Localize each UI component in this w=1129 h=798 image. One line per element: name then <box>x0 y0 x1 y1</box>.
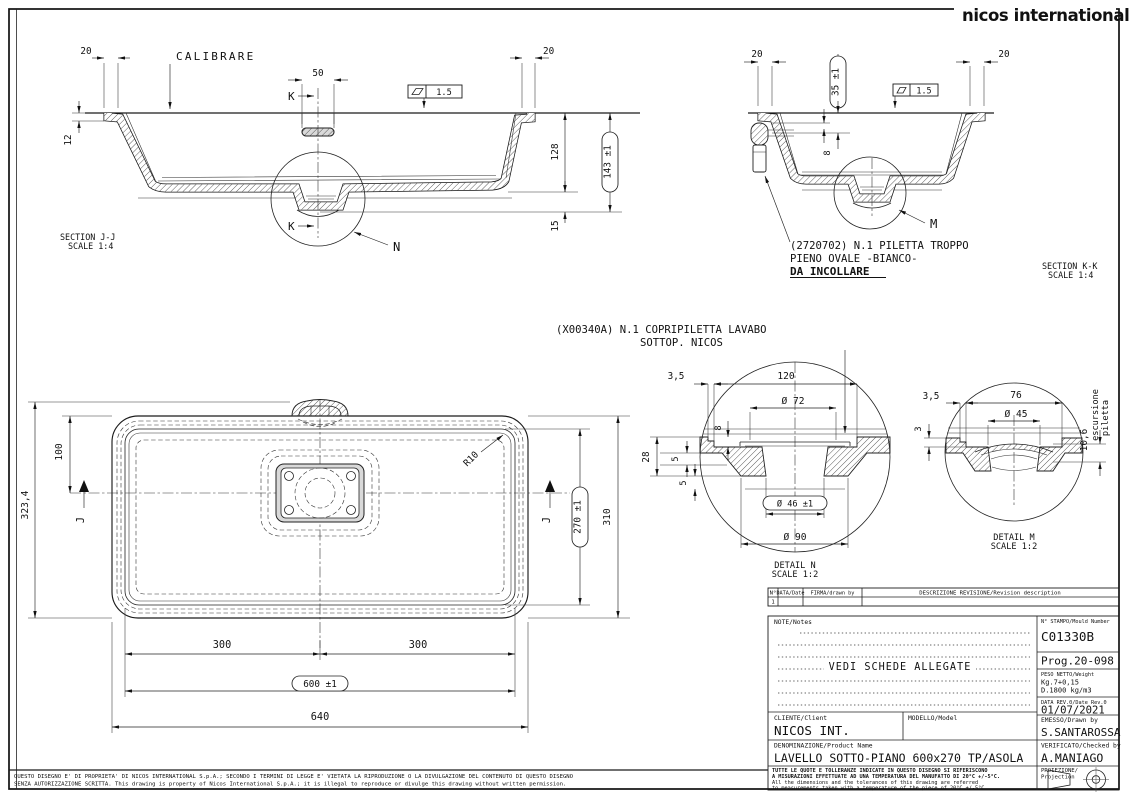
kk-title: SECTION K-K <box>1042 261 1098 271</box>
daterev-value: 01/07/2021 <box>1041 704 1105 717</box>
jj-dim-20-right: 20 <box>543 46 555 57</box>
jj-k-top: K <box>288 90 295 103</box>
overflow-bump <box>292 400 348 417</box>
title-block <box>768 616 1121 792</box>
weight-value1: Kg.7+0,15 <box>1041 678 1079 687</box>
projection-label2: Projection <box>1041 774 1075 781</box>
checked-value: A.MANIAGO <box>1041 751 1104 765</box>
jj-dim-15: 15 <box>550 220 561 232</box>
notes-label: NOTE/Notes <box>774 619 812 626</box>
flatness-icon <box>412 89 423 95</box>
mould-value: C01330B <box>1041 629 1095 644</box>
flatness-icon <box>897 88 906 94</box>
client-label: CLIENTE/Client <box>774 715 828 722</box>
plan-j-left: J <box>76 516 87 524</box>
jj-dimensions <box>63 46 622 254</box>
tolerance-it2: A MISURAZIONI EFFETTUATE AD UNA TEMPERATURA DEL MANUFATTO DI 20°C +/-5°C. <box>772 774 1000 780</box>
rev-col-firma: FIRMA/drawn by <box>810 590 855 597</box>
drawnby-value: S.SANTAROSSA <box>1041 726 1121 739</box>
n-dim-5a: 5 <box>671 456 681 462</box>
jj-title: SECTION J-J <box>60 232 116 242</box>
drain-boss-left <box>700 437 766 476</box>
plan-j-right: J <box>542 516 553 524</box>
jj-dim-143: 143 ±1 <box>602 145 614 179</box>
m-dim-d45: Ø 45 <box>1004 409 1028 420</box>
plan-dim-600: 600 ±1 <box>303 679 337 690</box>
daterev-label: DATA REV.0/Date Rev.0 <box>1041 700 1107 706</box>
rev-col-n: N° <box>769 590 777 597</box>
weight-label: PESO NETTO/Weight <box>1041 672 1095 678</box>
detail-m-dimensions <box>914 389 1111 476</box>
n-dim-d46: Ø 46 ±1 <box>776 499 814 510</box>
product-name-value: LAVELLO SOTTO-PIANO 600x270 TP/ASOLA <box>774 751 1024 765</box>
plan-dim-300-right: 300 <box>408 640 428 651</box>
detail-n <box>641 362 890 580</box>
jj-dim-20-left: 20 <box>80 46 92 57</box>
kk-flatness-value: 1.5 <box>916 85 932 96</box>
kk-note-line1: (2720702) N.1 PILETTA TROPPO <box>790 240 969 252</box>
j-arrow-right <box>545 480 555 492</box>
detail-m-title: DETAIL M <box>993 533 1035 543</box>
drain-boss-m-right <box>1037 438 1082 471</box>
plan-view <box>20 324 845 733</box>
revision-table <box>768 588 1119 606</box>
plan-note-line2: SOTTOP. NICOS <box>640 337 723 349</box>
kk-detail-ref-m: M <box>930 217 938 231</box>
prog-value: Prog.20-098 <box>1041 654 1114 668</box>
plan-note-line1: (X00340A) N.1 COPRIPILETTA LAVABO <box>556 324 767 336</box>
disclaimer-line2: SENZA AUTORIZZAZIONE SCRITTA. This drawing is property of Nicos International S.p.A.; it is illegal to reproduce or divulge this drawing without written permission. <box>14 781 567 788</box>
tolerance-en1: All the dimensions and the tolerances of this drawing are referred <box>772 780 979 786</box>
n-dim-d72: Ø 72 <box>781 396 805 407</box>
plan-dim-3234: 323,4 <box>20 490 31 520</box>
detail-n-scale: SCALE 1:2 <box>771 570 819 580</box>
n-dim-120: 120 <box>777 371 795 382</box>
plan-dim-640: 640 <box>310 712 330 723</box>
kk-note-line2: PIENO OVALE -BIANCO- <box>790 253 918 265</box>
n-dim-d90: Ø 90 <box>783 532 807 543</box>
disclaimer-line1: QUESTO DISEGNO E' DI PROPRIETA' DI NICOS INTERNATIONAL S.p.A.; SECONDO I TERMINI DI LEGGE E' VIETATA LA RIPRODUZIONE O LA DIVULGAZIONE DEL CONTENUTO DI QUESTO DISEGNO <box>14 774 574 780</box>
detail-m <box>914 383 1111 552</box>
kk-note-line3: DA INCOLLARE <box>790 265 870 278</box>
client-value: NICOS INT. <box>774 723 850 738</box>
jj-calibrare-label: CALIBRARE <box>176 50 256 63</box>
jj-dim-50: 50 <box>312 68 324 79</box>
m-dim-76: 76 <box>1010 390 1022 401</box>
section-kk <box>744 49 1098 280</box>
overflow-fitting-body <box>753 145 766 172</box>
disclaimer <box>14 774 574 788</box>
jj-flatness-value: 1.5 <box>436 88 452 98</box>
n-dim-35: 3,5 <box>667 371 685 382</box>
detail-m-scale: SCALE 1:2 <box>990 542 1038 552</box>
plan-r10: R10 <box>461 449 482 470</box>
m-dim-106: 10,6 <box>1079 428 1090 452</box>
rev-col-date: DATA/Date <box>776 590 805 597</box>
n-dim-5b: 5 <box>679 480 689 486</box>
plan-dim-300-left: 300 <box>212 640 232 651</box>
notes-value: VEDI SCHEDE ALLEGATE <box>828 662 972 673</box>
kk-dim-8: 8 <box>823 150 833 156</box>
plan-dim-100: 100 <box>54 443 65 461</box>
company-logo: nicos international <box>962 6 1129 25</box>
section-jj <box>60 46 640 254</box>
mould-label: N° STAMPO/Mould Number <box>1041 619 1110 625</box>
product-name-label: DENOMINAZIONE/Product Name <box>774 742 873 750</box>
rev-row1: 1 <box>771 599 775 606</box>
detail-n-title: DETAIL N <box>774 561 816 571</box>
m-piletta-label: piletta <box>1101 399 1111 437</box>
drain-boss-m-left <box>946 438 991 471</box>
jj-dim-128: 128 <box>550 143 561 161</box>
n-dim-8: 8 <box>714 425 724 431</box>
m-escursione-label: escursione <box>1091 389 1101 441</box>
plan-dim-270: 270 ±1 <box>572 500 584 534</box>
m-dim-35: 3,5 <box>922 391 940 402</box>
jj-scale: SCALE 1:4 <box>68 241 114 251</box>
model-label: MODELLO/Model <box>908 715 958 722</box>
overflow-fitting-elbow <box>751 123 768 145</box>
basin-wall-section-kk <box>762 113 981 198</box>
kk-scale: SCALE 1:4 <box>1048 270 1094 280</box>
weight-value2: D.1800 kg/m3 <box>1041 686 1092 695</box>
jj-flatness-frame <box>408 85 462 98</box>
detail-circle-m <box>834 157 906 229</box>
jj-detail-ref-n: N <box>393 240 401 254</box>
drawnby-label: EMESSO/Drawn by <box>1041 717 1098 724</box>
tolerance-it1: TUTTE LE QUOTE E TOLLERANZE INDICATE IN QUESTO DISEGNO SI RIFERISCONO <box>772 768 988 774</box>
n-dim-28: 28 <box>641 451 652 463</box>
plan-dim-310: 310 <box>602 508 613 526</box>
projection-label1: PROIEZIONE/ <box>1041 768 1079 774</box>
kk-dim-20-right: 20 <box>998 49 1010 60</box>
kk-dim-20-left: 20 <box>751 49 763 60</box>
jj-k-bottom: K <box>288 220 295 233</box>
tolerance-en2: to measurements taken with a temperature of the piece of 20°C +/-5°C. <box>772 785 988 792</box>
checked-label: VERIFICATO/Checked by <box>1041 742 1121 750</box>
kk-dim-35: 35 ±1 <box>830 68 842 96</box>
m-dim-3: 3 <box>914 426 924 432</box>
rev-col-desc: DESCRIZIONE REVISIONE/Revision description <box>919 590 1061 597</box>
jj-dim-12: 12 <box>63 134 74 146</box>
drain-boss-right <box>824 437 890 476</box>
j-arrow-left <box>79 480 89 492</box>
